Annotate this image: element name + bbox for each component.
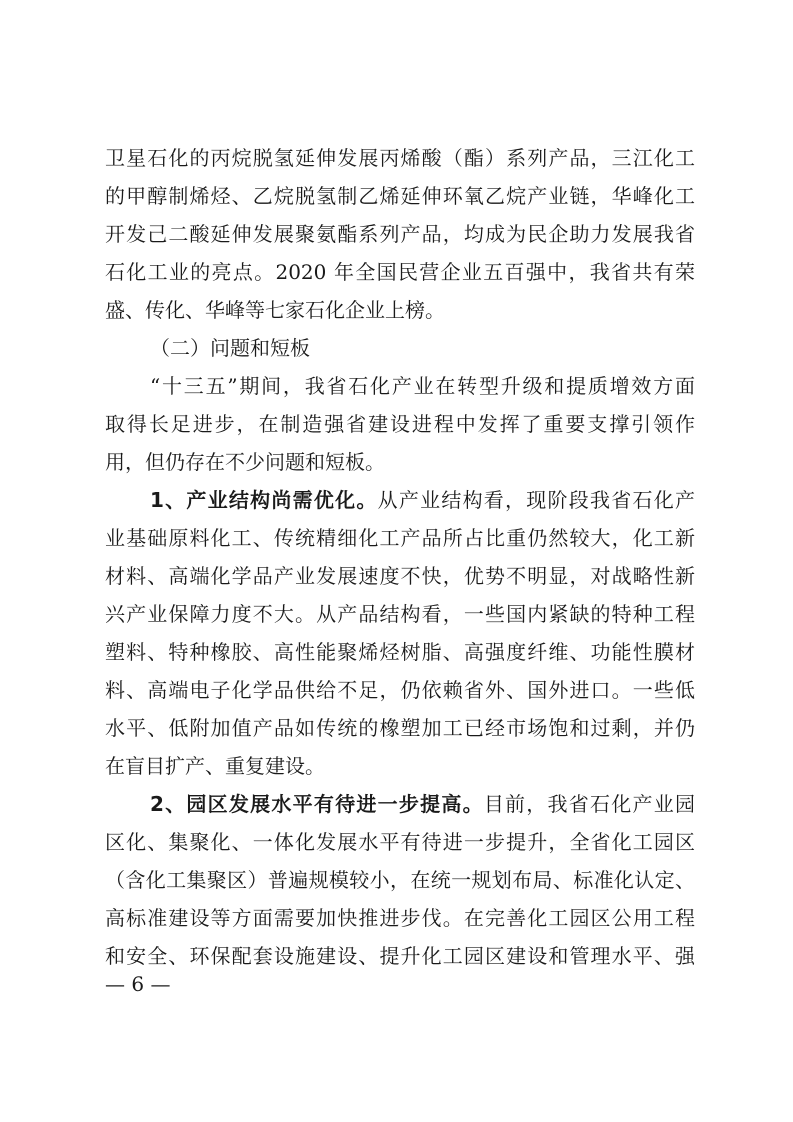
- paragraph-line: 材料、高端化学品产业发展速度不快，优势不明显，对战略性新: [105, 564, 695, 588]
- paragraph-line: “十三五”期间，我省石化产业在转型升级和提质增效方面: [150, 374, 695, 398]
- paragraph-line: 在盲目扩产、重复建设。: [105, 754, 325, 778]
- paragraph-line: （含化工集聚区）普遍规模较小，在统一规划布局、标准化认定、: [105, 868, 695, 892]
- section-heading: （二）问题和短板: [150, 336, 310, 360]
- paragraph-line: 盛、传化、华峰等七家石化企业上榜。: [105, 298, 445, 322]
- paragraph-line: 业基础原料化工、传统精细化工产品所占比重仍然较大，化工新: [105, 526, 695, 550]
- paragraph-line: 塑料、特种橡胶、高性能聚烯烃树脂、高强度纤维、功能性膜材: [105, 640, 695, 664]
- item-first-line: [150, 486, 695, 514]
- paragraph-line: 兴产业保障力度不大。从产品结构看，一些国内紧缺的特种工程: [105, 602, 695, 626]
- paragraph-line: 高标准建设等方面需要加快推进步伐。在完善化工园区公用工程: [105, 906, 695, 930]
- paragraph-line: 取得长足进步，在制造强省建设进程中发挥了重要支撑引领作: [105, 412, 695, 436]
- paragraph-line: 的甲醇制烯烃、乙烷脱氢制乙烯延伸环氧乙烷产业链，华峰化工: [105, 184, 695, 208]
- item-heading: 1、产业结构尚需优化。: [150, 488, 378, 512]
- paragraph-line: 区化、集聚化、一体化发展水平有待进一步提升，全省化工园区: [105, 830, 695, 854]
- paragraph-line: 石化工业的亮点。2020 年全国民营企业五百强中，我省共有荣: [105, 260, 695, 284]
- page-number: — 6 —: [105, 972, 171, 996]
- paragraph-line: 卫星石化的丙烷脱氢延伸发展丙烯酸（酯）系列产品，三江化工: [105, 146, 695, 170]
- item-text: 从产业结构看，现阶段我省石化产: [377, 488, 695, 512]
- paragraph-line: 和安全、环保配套设施建设、提升化工园区建设和管理水平、强: [105, 944, 695, 968]
- paragraph-line: 开发己二酸延伸发展聚氨酯系列产品，均成为民企助力发展我省: [105, 222, 695, 246]
- item-text: 目前，我省石化产业园: [483, 792, 696, 816]
- item-first-line: [150, 790, 695, 818]
- item-heading: 2、园区发展水平有待进一步提高。: [150, 792, 484, 816]
- paragraph-line: 料、高端电子化学品供给不足，仍依赖省外、国外进口。一些低: [105, 678, 695, 702]
- paragraph-line: 水平、低附加值产品如传统的橡塑加工已经市场饱和过剩，并仍: [105, 716, 695, 740]
- paragraph-line: 用，但仍存在不少问题和短板。: [105, 450, 385, 474]
